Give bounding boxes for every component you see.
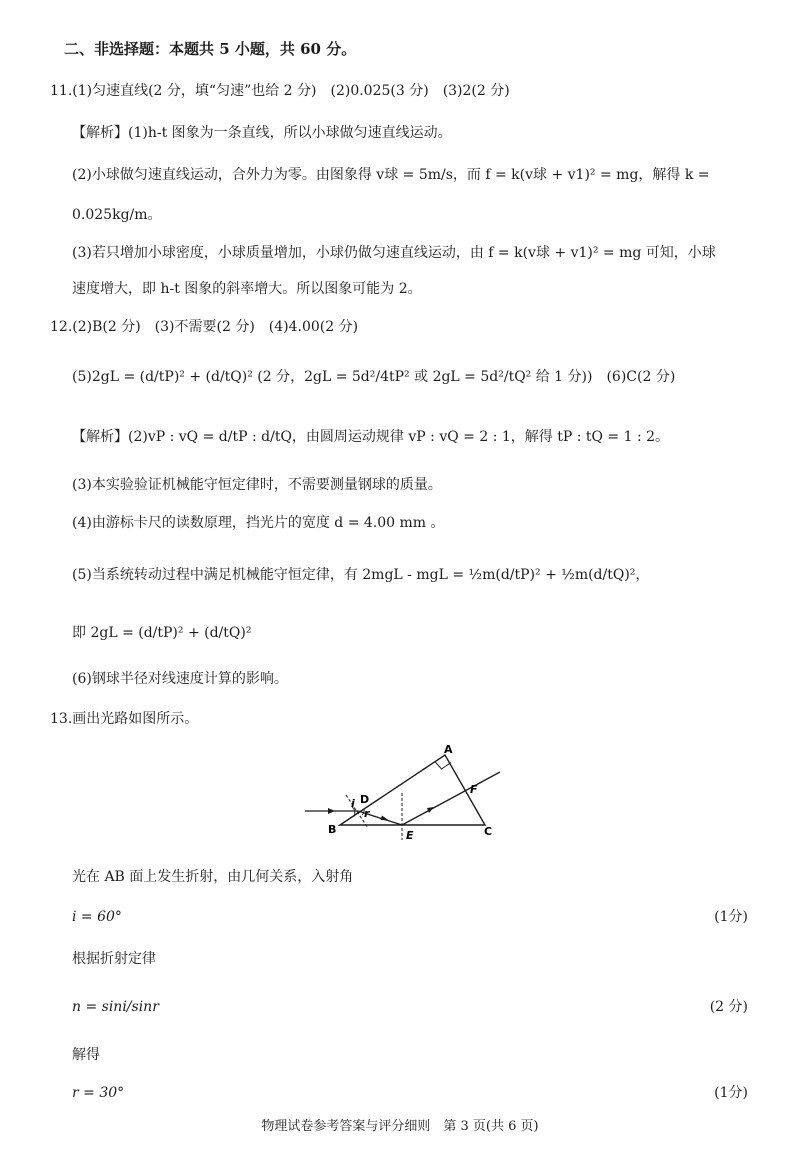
- q12-analysis-5b: 即 2gL = (d/tP)² + (d/tQ)²: [72, 625, 252, 641]
- q12-answer: 12.(2)B(2 分) (3)不需要(2 分) (4)4.00(2 分): [50, 319, 359, 335]
- light-path-diagram: [300, 745, 510, 845]
- q12-analysis-2: 【解析】(2)vP : vQ = d/tP : d/tQ，由圆周运动规律 vP : vQ = 2 : 1，解得 tP : tQ = 1 : 2。: [72, 429, 670, 445]
- q13-score-3: (1分): [714, 1085, 748, 1101]
- reflected-arrow: [427, 807, 434, 813]
- q12-analysis-4: (4)由游标卡尺的读数原理，挡光片的宽度 d = 4.00 mm 。: [72, 515, 445, 531]
- refracted-arrow: [381, 816, 390, 821]
- label-a: A: [444, 745, 453, 756]
- q12-analysis-5: (5)当系统转动过程中满足机械能守恒定律，有 2mgL - mgL = ½m(d/tP)² + ½m(d/tQ)²，: [72, 567, 650, 583]
- q11-analysis-1: 【解析】(1)h-t 图象为一条直线，所以小球做匀速直线运动。: [72, 125, 452, 141]
- q13-line-3: 解得: [72, 1047, 100, 1063]
- label-d: D: [360, 793, 370, 806]
- incident-arrow: [328, 808, 335, 814]
- q13-score-2: (2 分): [709, 999, 748, 1015]
- q11-analysis-3b: 速度增大，即 h-t 图象的斜率增大。所以图象可能为 2。: [72, 281, 422, 297]
- q12-analysis-6: (6)钢球半径对线速度计算的影响。: [72, 671, 288, 687]
- q11-analysis-3a: (3)若只增加小球密度，小球质量增加，小球仍做匀速直线运动，由 f = k(v球 + v1)² = mg 可知，小球: [72, 245, 716, 261]
- q13-line-2: 根据折射定律: [72, 951, 156, 967]
- page-footer: 物理试卷参考答案与评分细则 第 3 页(共 6 页): [261, 1119, 539, 1134]
- q11-analysis-2a: (2)小球做匀速直线运动，合外力为零。由图象得 v球 = 5m/s，而 f = k(v球 + v1)² = mg，解得 k =: [72, 167, 710, 183]
- reflected-ray: [402, 772, 500, 825]
- q12-answer-5: (5)2gL = (d/tP)² + (d/tQ)² (2 分，2gL = 5d²/4tP² 或 2gL = 5d²/tQ² 给 1 分)) (6)C(2 分): [72, 369, 676, 385]
- label-e: E: [406, 829, 414, 842]
- label-f: F: [470, 783, 478, 796]
- q11-answer: 11.(1)匀速直线(2 分，填“匀速”也给 2 分) (2)0.025(3 分) (3)2(2 分): [50, 83, 510, 99]
- triangle-abc: [340, 755, 485, 825]
- q13-line-1: 光在 AB 面上发生折射，由几何关系，入射角: [72, 869, 354, 885]
- label-i: i: [351, 797, 355, 810]
- q11-analysis-2b: 0.025kg/m。: [72, 207, 162, 223]
- q13-eq-2: n = sini/sinr: [72, 999, 159, 1015]
- q13-intro: 13.画出光路如图所示。: [50, 711, 199, 727]
- q13-eq-1: i = 60°: [72, 909, 122, 925]
- label-c: C: [484, 825, 493, 838]
- q13-eq-3: r = 30°: [72, 1085, 125, 1101]
- q13-score-1: (1分): [714, 909, 748, 925]
- q12-analysis-3: (3)本实验验证机械能守恒定律时，不需要测量钢球的质量。: [72, 477, 442, 493]
- label-r: r: [364, 807, 370, 820]
- right-angle-mark: [435, 762, 451, 769]
- section-heading: 二、非选择题：本题共 5 小题，共 60 分。: [64, 40, 357, 58]
- label-b: B: [328, 823, 337, 836]
